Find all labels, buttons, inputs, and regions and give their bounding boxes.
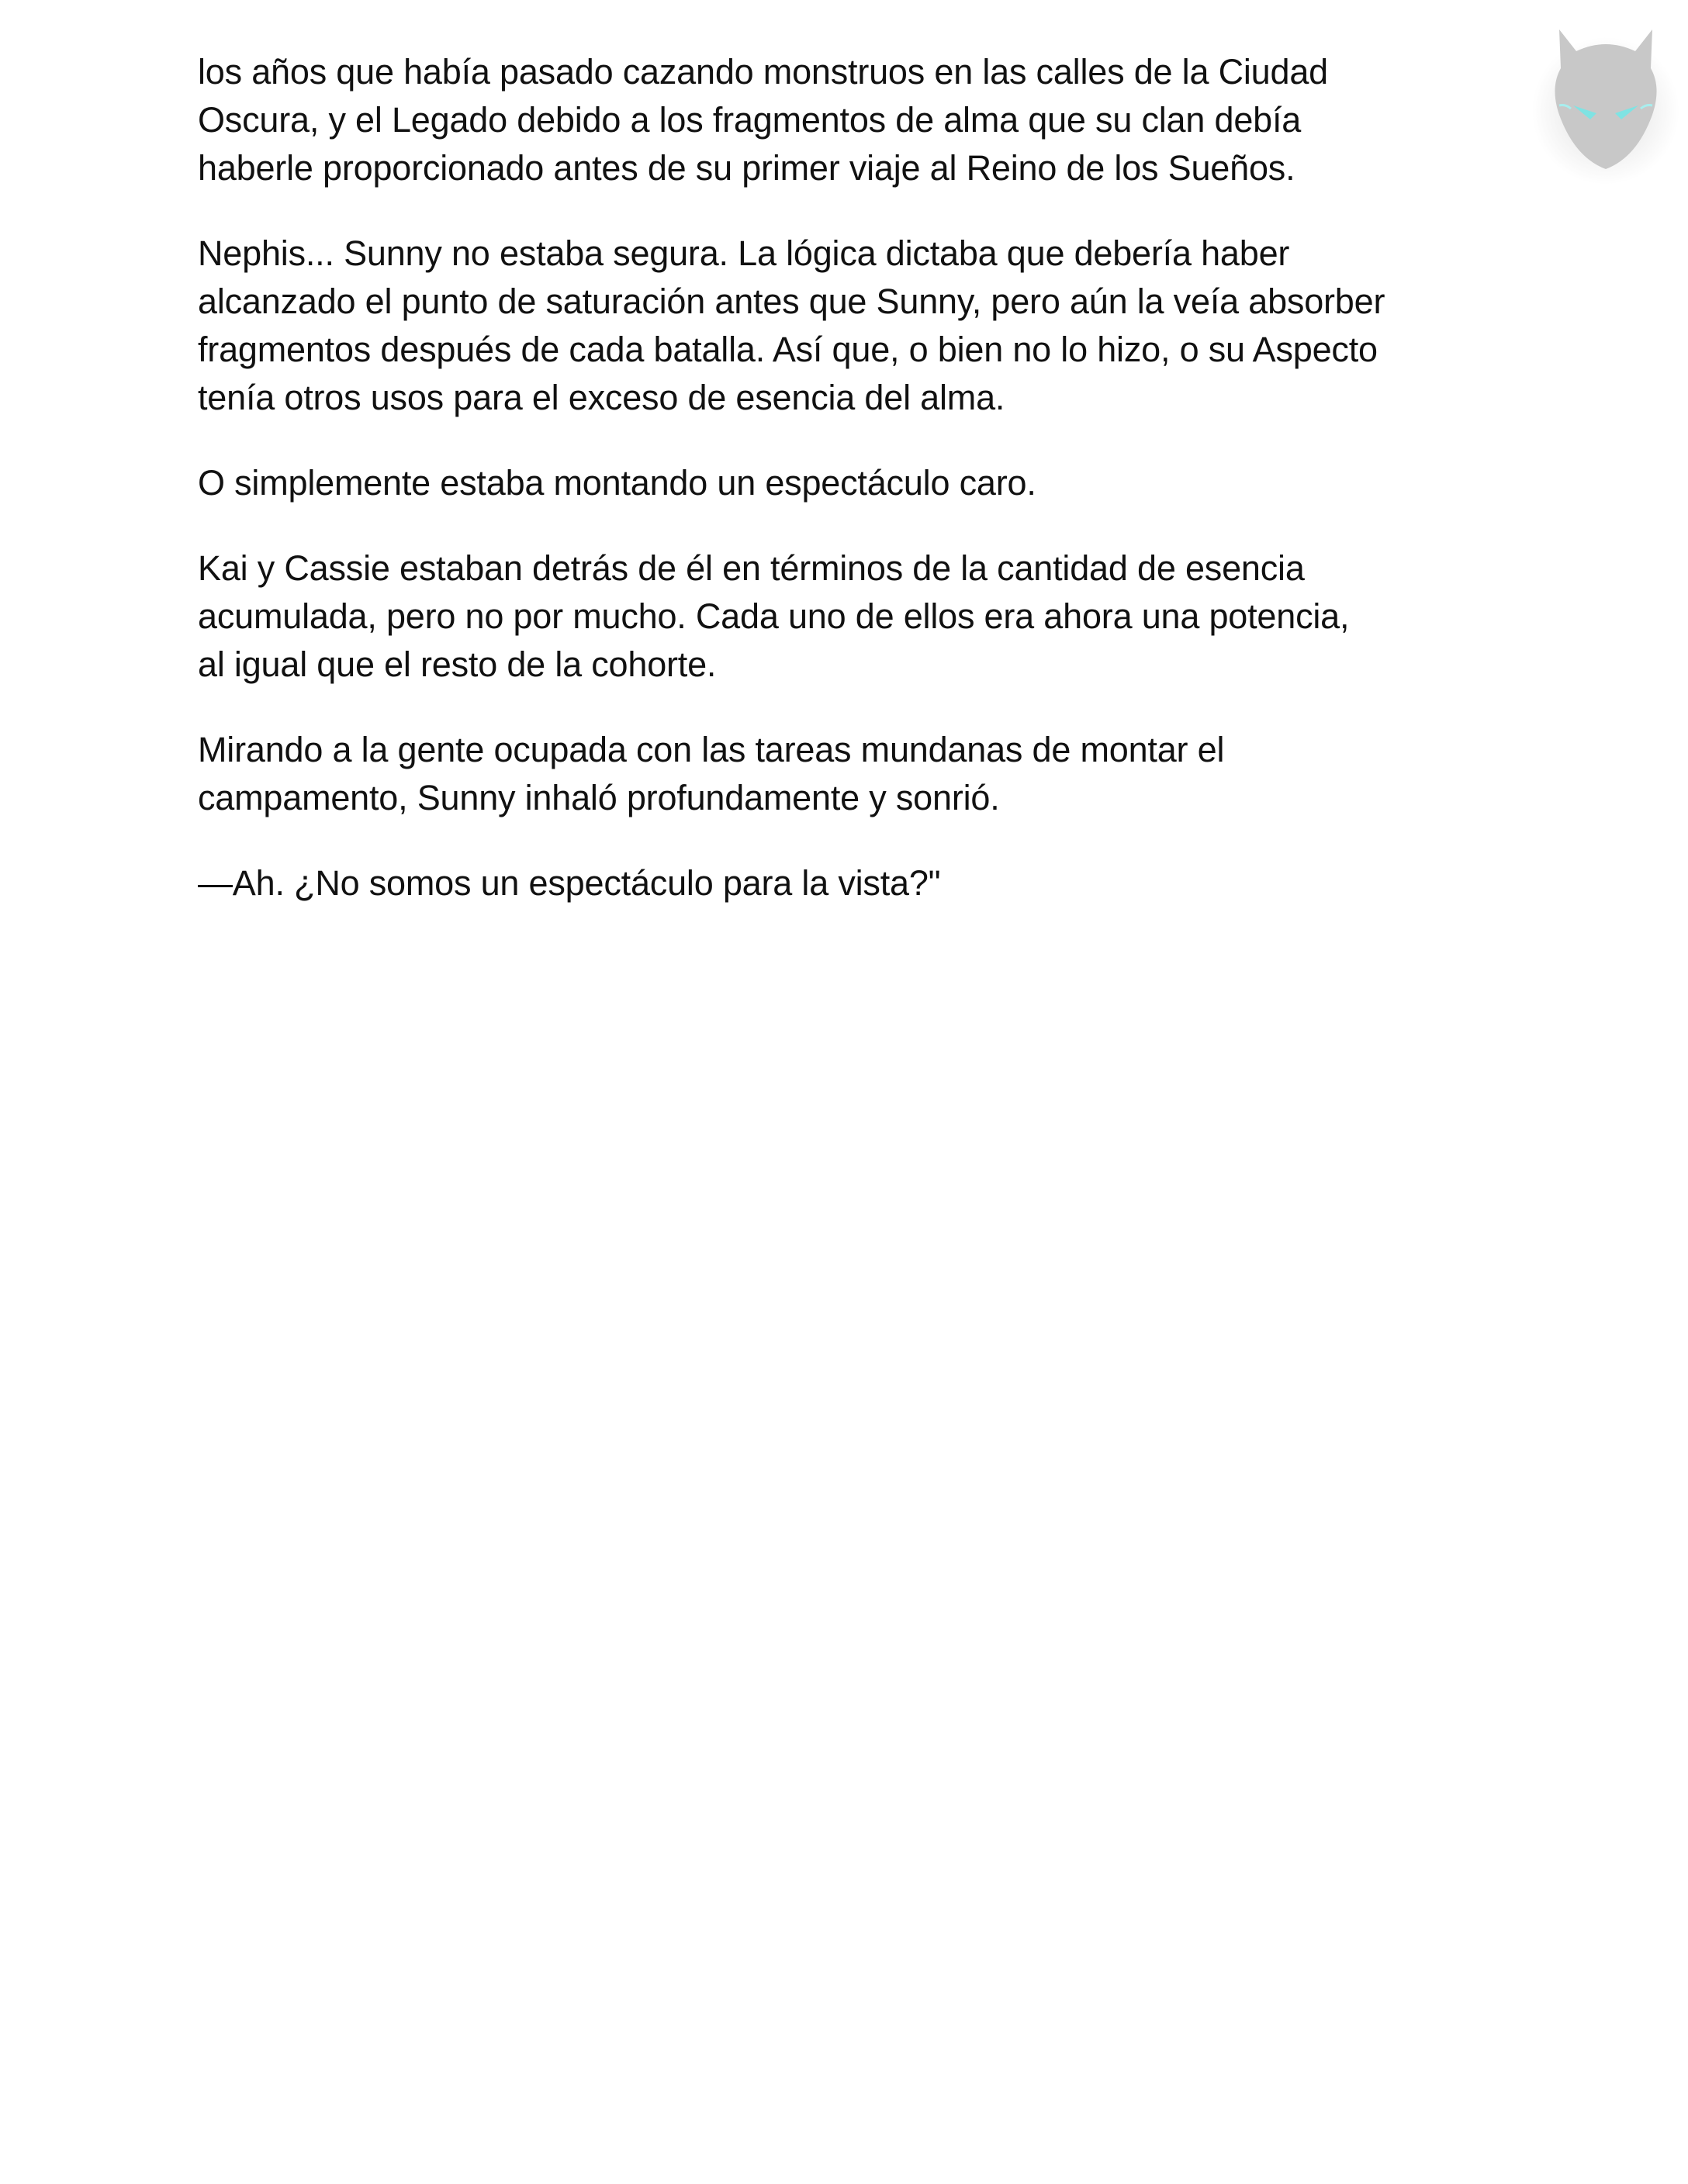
paragraph: Nephis... Sunny no estaba segura. La lógica dictaba que debería haber alcanzado el punto de saturación antes que Sunny, pero aún la veía absorber fragmentos después de cada batalla. Así que, o bien no lo hizo, o su Aspecto tenía otros usos para el exceso de esencia del alma. bbox=[198, 233, 1385, 417]
demon-head-icon bbox=[1528, 14, 1683, 185]
paragraph-dialogue: —Ah. ¿No somos un espectáculo para la vista?" bbox=[198, 863, 941, 903]
paragraph: Kai y Cassie estaban detrás de él en términos de la cantidad de esencia acumulada, pero no por mucho. Cada uno de ellos era ahora una potencia, al igual que el resto de la cohorte. bbox=[198, 548, 1350, 684]
body-text bbox=[198, 48, 1509, 945]
paragraph: los años que había pasado cazando monstruos en las calles de la Ciudad Oscura, y el Legado debido a los fragmentos de alma que su clan debía haberle proporcionado antes de su primer viaje al Reino de los Sueños. bbox=[198, 52, 1328, 188]
paragraph: O simplemente estaba montando un espectáculo caro. bbox=[198, 463, 1036, 503]
paragraph: Mirando a la gente ocupada con las tareas mundanas de montar el campamento, Sunny inhaló profundamente y sonrió. bbox=[198, 730, 1225, 817]
